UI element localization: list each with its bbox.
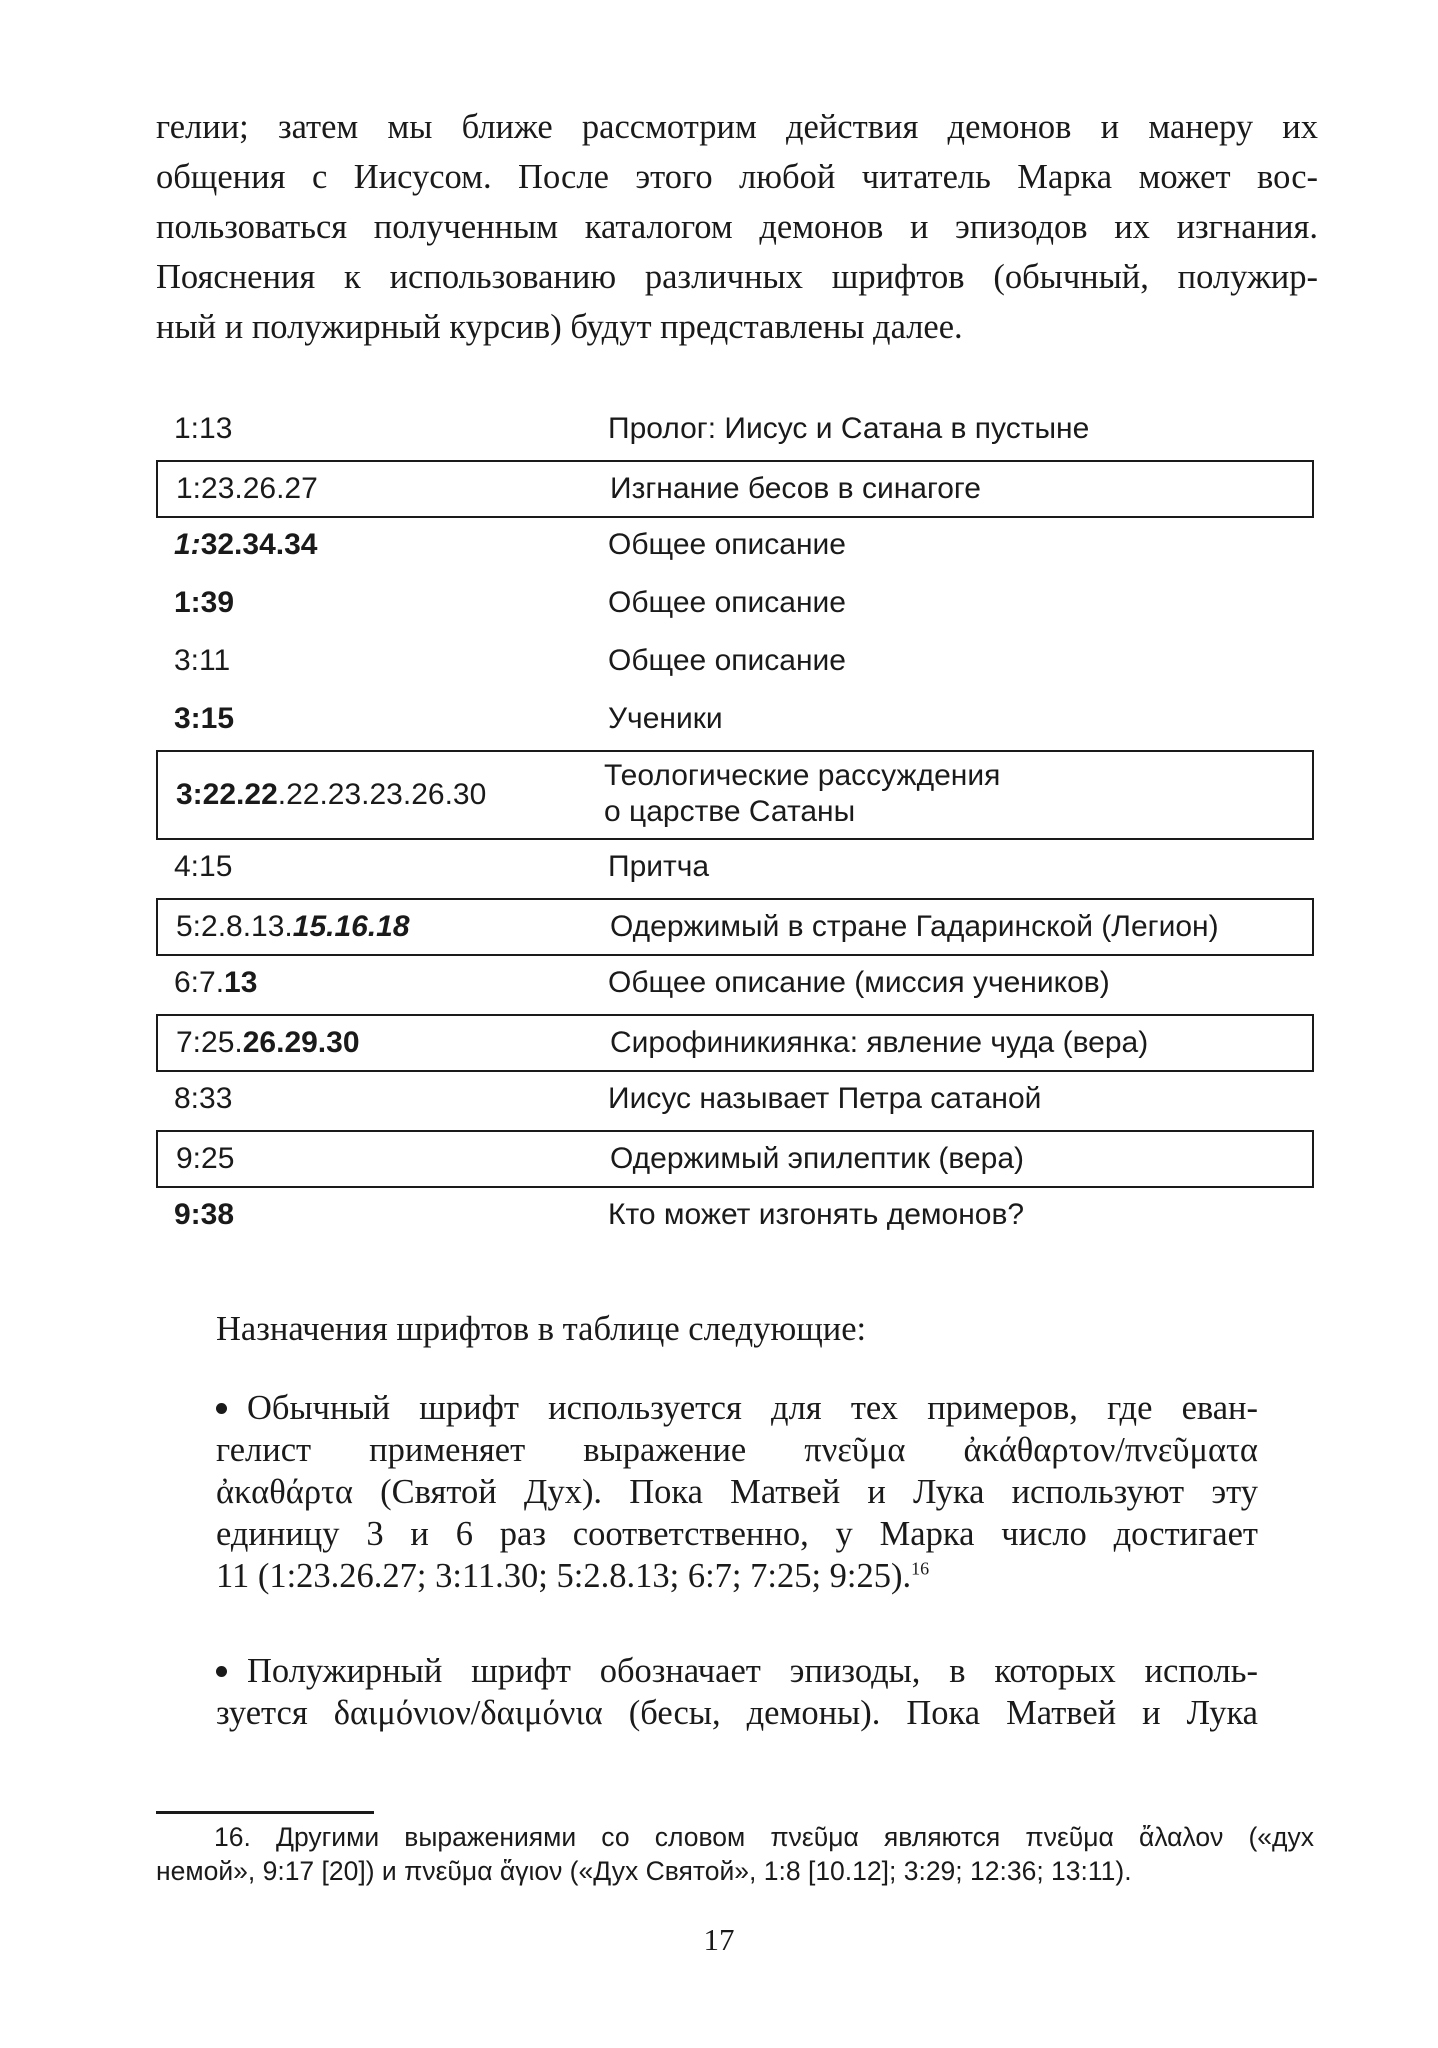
- verse-reference-part: 5:2.8.13.: [176, 910, 293, 943]
- footnote-line: немой», 9:17 [20]) и πνεῦμα ἅγιον («Дух Святой», 1:8 [10.12]; 3:29; 12:36; 13:11).: [156, 1856, 1132, 1886]
- episode-description-line: Теологические рассуждения: [604, 759, 1001, 792]
- episode-description: Общее описание: [608, 528, 846, 561]
- episode-description: Ученики: [608, 702, 723, 735]
- episode-description: Общее описание: [608, 586, 846, 619]
- verse-reference-part: 1:23.26.27: [176, 472, 318, 505]
- table-row: [156, 634, 1314, 692]
- verse-reference: [176, 778, 486, 812]
- episode-description: Притча: [608, 850, 710, 883]
- verse-reference-part: 32.34.34: [200, 528, 318, 561]
- episode-description: [604, 758, 1000, 830]
- demon-episodes-table: [156, 402, 1314, 1246]
- verse-reference-part: 9:25: [176, 1142, 235, 1175]
- verse-reference-part: 26.29.30: [242, 1026, 360, 1059]
- intro-line: гелии; затем мы ближе рассмотрим действия демонов и манеру их: [156, 108, 1318, 146]
- verse-reference-part: 15.16.18: [292, 910, 410, 943]
- episode-description: Одержимый в стране Гадаринской (Легион): [610, 910, 1219, 943]
- bullet-icon: [216, 1666, 227, 1677]
- verse-reference-part: 1:13: [174, 412, 233, 445]
- intro-line: пользоваться полученным каталогом демонов и эпизодов их изгнания.: [156, 208, 1318, 246]
- bullet-line: ἀκαθάρτα (Святой Дух). Пока Матвей и Лука используют эту: [216, 1473, 1258, 1511]
- verse-reference: [174, 850, 232, 884]
- verse-reference: [176, 1142, 234, 1176]
- episode-description-line: о царстве Сатаны: [604, 795, 856, 828]
- table-row: [156, 692, 1314, 750]
- verse-reference: [176, 1026, 360, 1060]
- verse-reference-part: 3:11: [174, 644, 231, 677]
- table-row: [156, 750, 1314, 840]
- verse-reference: [174, 1082, 232, 1116]
- bullet-regular-font: [216, 1387, 1258, 1597]
- bullet-line: единицу 3 и 6 раз соответственно, у Марка число достигает: [216, 1515, 1258, 1553]
- table-row: [156, 402, 1314, 460]
- bullet-line: зуется δαιμόνιον/δαιμόνια (бесы, демоны). Пока Матвей и Лука: [216, 1694, 1258, 1732]
- table-row: [156, 1188, 1314, 1246]
- verse-reference: [174, 644, 230, 678]
- table-row: [156, 1130, 1314, 1188]
- verse-reference-part: 3:15: [174, 702, 235, 735]
- verse-reference-part: 1:39: [174, 586, 235, 619]
- verse-reference-part: .22.23.23.26.30: [277, 778, 487, 811]
- verse-reference-part: 9:38: [174, 1198, 235, 1231]
- bullet-line: Обычный шрифт используется для тех примеров, где еван-: [247, 1389, 1258, 1427]
- verse-reference: [174, 1198, 234, 1232]
- verse-reference: [174, 702, 234, 736]
- footnote-number: 16.: [214, 1822, 251, 1852]
- episode-description: Изгнание бесов в синагоге: [610, 472, 981, 505]
- episode-description: Кто может изгонять демонов?: [608, 1198, 1025, 1231]
- table-row: [156, 956, 1314, 1014]
- verse-reference: [176, 910, 410, 944]
- episode-description: Иисус называет Петра сатаной: [608, 1082, 1042, 1115]
- intro-line: общения с Иисусом. После этого любой читатель Марка может вос-: [156, 158, 1318, 196]
- verse-reference-part: 7:25.: [176, 1026, 243, 1059]
- table-row: [156, 898, 1314, 956]
- verse-reference: [174, 412, 232, 446]
- verse-reference: [176, 472, 318, 506]
- verse-reference-part: 13: [224, 966, 258, 999]
- table-row: [156, 1072, 1314, 1130]
- verse-reference-part: 4:15: [174, 850, 233, 883]
- fonts-heading-text: Назначения шрифтов в таблице следующие:: [216, 1310, 867, 1348]
- table-row: [156, 518, 1314, 576]
- episode-description: Сирофиникиянка: явление чуда (вера): [610, 1026, 1149, 1059]
- footnote-divider: [156, 1811, 374, 1814]
- verse-reference: [174, 966, 257, 1000]
- intro-paragraph: [156, 102, 1318, 352]
- intro-line: ный и полужирный курсив) будут представлены далее.: [156, 308, 963, 346]
- episode-description: Одержимый эпилептик (вера): [610, 1142, 1024, 1175]
- verse-reference: [174, 586, 234, 620]
- episode-description: Пролог: Иисус и Сатана в пустыне: [608, 412, 1090, 445]
- bullet-icon: [216, 1403, 227, 1414]
- episode-description: Общее описание (миссия учеников): [608, 966, 1110, 999]
- fonts-heading: [216, 1308, 1258, 1350]
- page-number: 17: [703, 1922, 735, 1957]
- intro-line: Пояснения к использованию различных шрифтов (обычный, полужир-: [156, 258, 1318, 296]
- table-row: [156, 840, 1314, 898]
- table-row: [156, 460, 1314, 518]
- verse-reference-part: 3:22.22: [176, 778, 278, 811]
- bullet-line: Полужирный шрифт обозначает эпизоды, в которых исполь-: [247, 1652, 1258, 1690]
- bullet-line: 11 (1:23.26.27; 3:11.30; 5:2.8.13; 6:7; 7:25; 9:25).: [216, 1557, 912, 1595]
- verse-reference-part: 8:33: [174, 1082, 233, 1115]
- bullet-bold-font: [216, 1650, 1258, 1734]
- bullet-line: гелист применяет выражение πνεῦμα ἀκάθαρτον/πνεῦματα: [216, 1431, 1258, 1469]
- footnote-16: [156, 1820, 1314, 1888]
- episode-description: Общее описание: [608, 644, 846, 677]
- footnote-line: Другими выражениями со словом πνεῦμα являются πνεῦμα ἄλαλον («дух: [276, 1822, 1314, 1852]
- footnote-reference[interactable]: 16: [911, 1558, 930, 1579]
- table-row: [156, 1014, 1314, 1072]
- verse-reference: [174, 528, 317, 562]
- table-row: [156, 576, 1314, 634]
- verse-reference-part: 1:: [174, 528, 201, 561]
- verse-reference-part: 6:7.: [174, 966, 225, 999]
